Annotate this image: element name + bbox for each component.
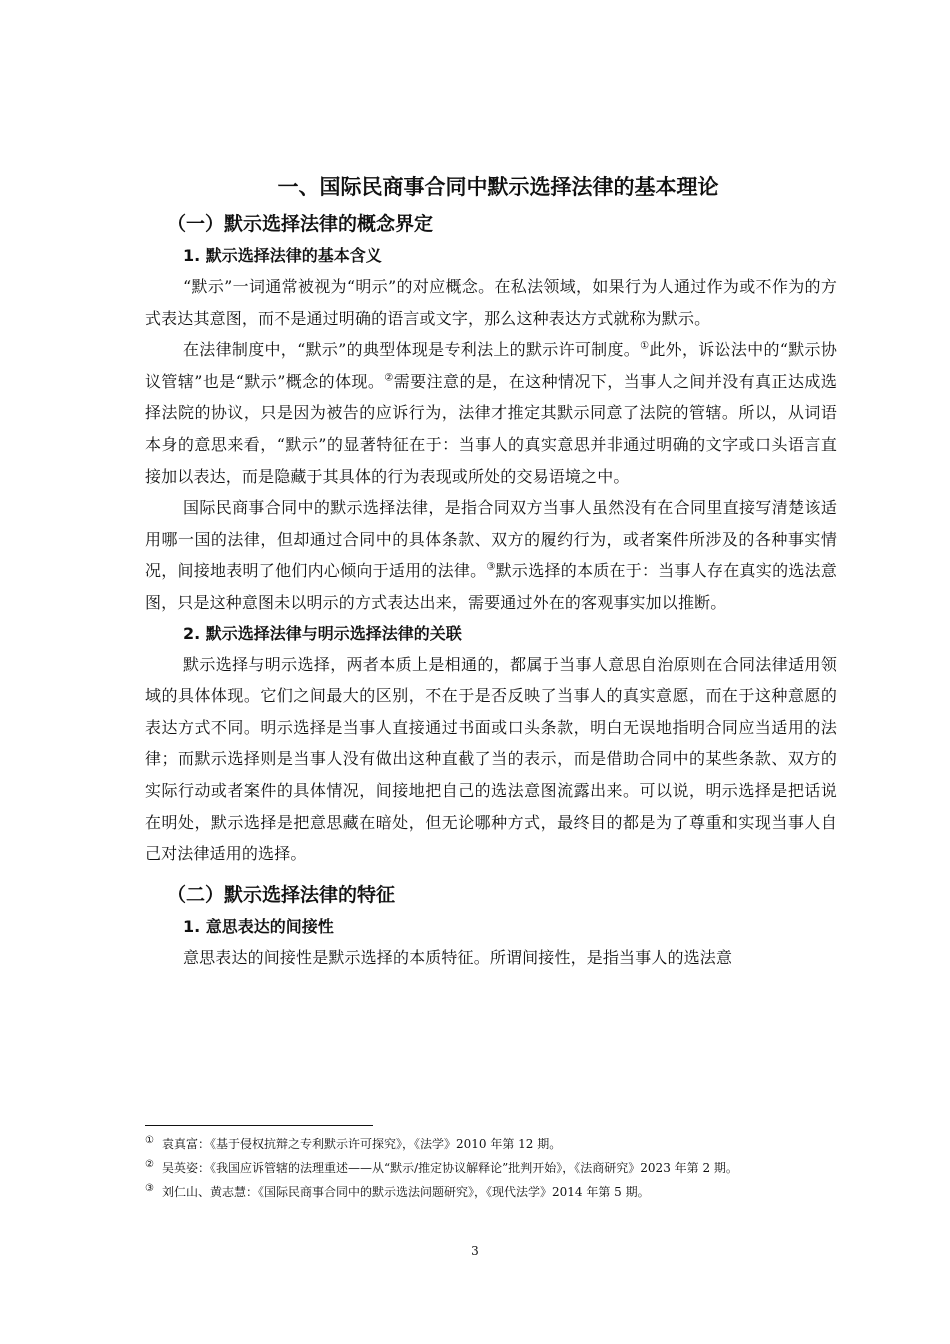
paragraph-text: 默示选择的本质在于：当事人存在真实的选法意图，只是这种意图未以明示的方式表达出来，需要通过外在的客观事实加以推断。 bbox=[145, 561, 837, 612]
footnote-reference[interactable]: ③ bbox=[486, 562, 496, 574]
footnote-reference[interactable]: ② bbox=[384, 372, 394, 384]
footnote-text: 袁真富：《基于侵权抗辩之专利默示许可探究》，《法学》2010 年第 12 期。 bbox=[161, 1137, 562, 1151]
footnote-mark: ③ bbox=[145, 1183, 154, 1194]
footnote-reference[interactable]: ① bbox=[640, 340, 650, 352]
footnote bbox=[145, 1181, 845, 1203]
footnote bbox=[145, 1157, 845, 1179]
footnotes bbox=[145, 1133, 845, 1205]
paragraph bbox=[145, 334, 837, 492]
main-content bbox=[145, 170, 837, 973]
paragraph: 意思表达的间接性是默示选择的本质特征。所谓间接性，是指当事人的选法意 bbox=[183, 947, 733, 967]
subsection-heading-2-1: 1. 意思表达的间接性 bbox=[183, 916, 334, 936]
footnote bbox=[145, 1133, 845, 1155]
footnote-mark: ② bbox=[145, 1159, 154, 1170]
subsection-heading-1-2: 2. 默示选择法律与明示选择法律的关联 bbox=[183, 623, 462, 643]
paragraph-text: 在法律制度中，“默示”的典型体现是专利法上的默示许可制度。 bbox=[183, 340, 641, 360]
paragraph-text: 此外，诉讼法中的“默示协议管辖”也是“默示”概念的体现。 bbox=[145, 340, 837, 391]
footnote-mark: ① bbox=[145, 1135, 154, 1146]
paragraph bbox=[145, 492, 837, 618]
page-number: 3 bbox=[471, 1244, 479, 1258]
paragraph-text: 国际民商事合同中的默示选择法律，是指合同双方当事人虽然没有在合同里直接写清楚该适用哪一国的法律，但却通过合同中的具体条款、双方的履约行为，或者案件所涉及的各种事实情况，间接地表明了他们内心倾向于适用的法律。 bbox=[145, 498, 837, 581]
section-heading-1: （一）默示选择法律的概念界定 bbox=[167, 213, 434, 235]
subsection-heading-1-1: 1. 默示选择法律的基本含义 bbox=[183, 246, 382, 265]
chapter-title: 一、国际民商事合同中默示选择法律的基本理论 bbox=[277, 175, 719, 199]
paragraph: “默示”一词通常被视为“明示”的对应概念。在私法领域，如果行为人通过作为或不作为的方式表达其意图，而不是通过明确的语言或文字，那么这种表达方式就称为默示。 bbox=[145, 277, 837, 328]
paragraph-text: 需要注意的是，在这种情况下，当事人之间并没有真正达成选择法院的协议，只是因为被告的应诉行为，法律才推定其默示同意了法院的管辖。所以，从词语本身的意思来看，“默示”的显著特征在于：当事人的真实意思并非通过明确的文字或口头语言直接加以表达，而是隐藏于其具体的行为表现或所处的交易语境之中。 bbox=[145, 371, 837, 486]
section-heading-2: （二）默示选择法律的特征 bbox=[167, 883, 396, 906]
footnote-separator bbox=[145, 1125, 373, 1126]
footnote-text: 吴英姿：《我国应诉管辖的法理重述——从“默示/推定协议解释论”批判开始》，《法商研究》2023 年第 2 期。 bbox=[161, 1161, 738, 1175]
paragraph: 默示选择与明示选择，两者本质上是相通的，都属于当事人意思自治原则在合同法律适用领域的具体体现。它们之间最大的区别，不在于是否反映了当事人的真实意愿，而在于这种意愿的表达方式不同。明示选择是当事人直接通过书面或口头条款，明白无误地指明合同应当适用的法律；而默示选择则是当事人没有做出这种直截了当的表示，而是借助合同中的某些条款、双方的实际行动或者案件的具体情况，间接地把自己的选法意图流露出来。可以说，明示选择是把话说在明处，默示选择是把意思藏在暗处，但无论哪种方式，最终目的都是为了尊重和实现当事人自己对法律适用的选择。 bbox=[145, 654, 837, 864]
footnote-text: 刘仁山、黄志慧：《国际民商事合同中的默示选法问题研究》，《现代法学》2014 年第 5 期。 bbox=[161, 1185, 650, 1199]
